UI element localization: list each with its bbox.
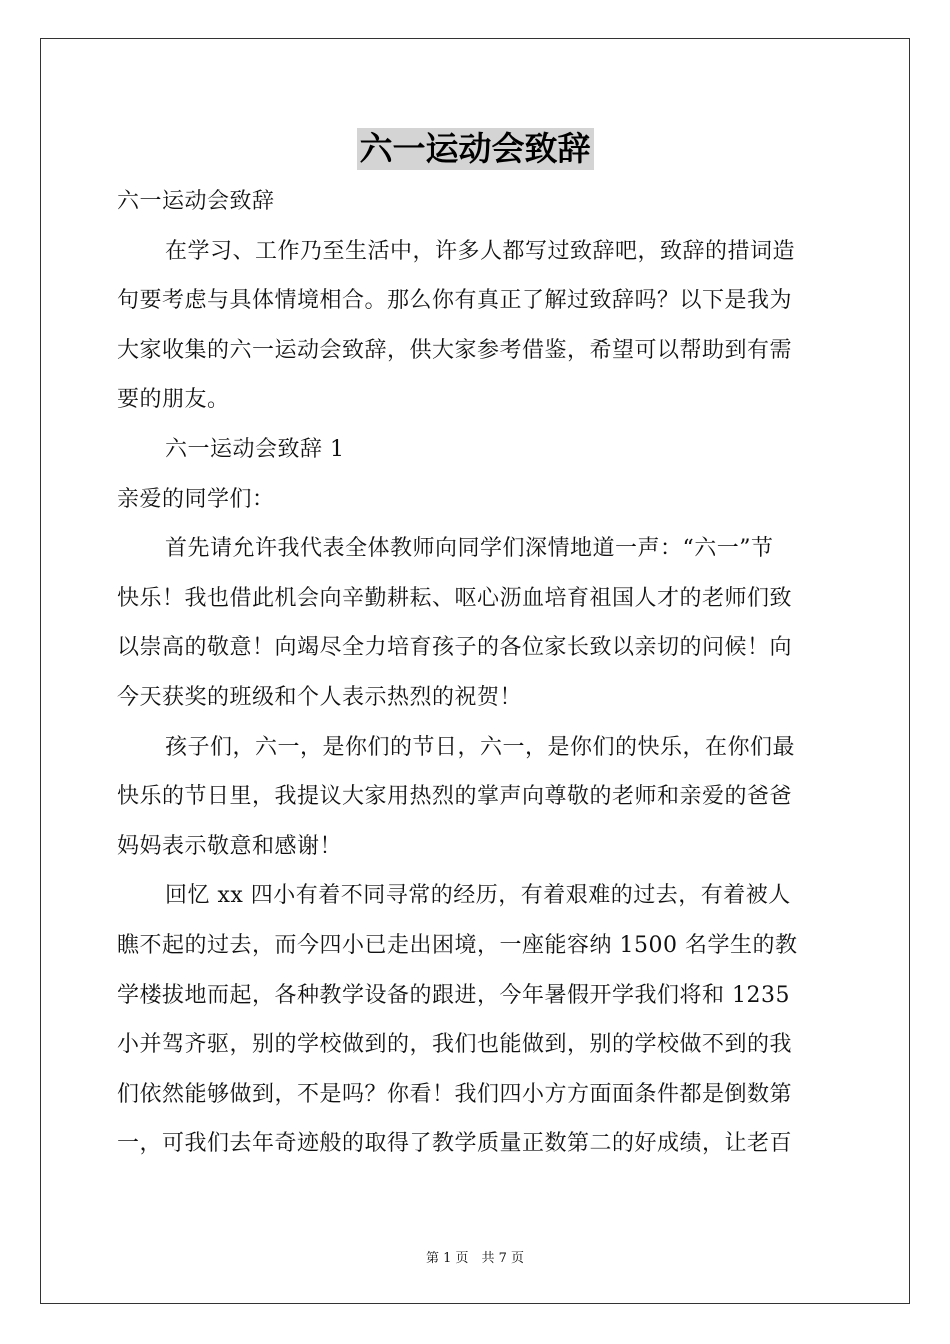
document-body: [117, 177, 833, 1169]
page-footer: 第 1 页 共 7 页: [425, 1251, 525, 1266]
text-line: 六一运动会致辞: [117, 189, 275, 214]
text-line: 大家收集的六一运动会致辞，供大家参考借鉴，希望可以帮助到有需: [117, 337, 793, 363]
text-line: 以崇高的敬意！向竭尽全力培育孩子的各位家长致以亲切的问候！向: [117, 635, 793, 661]
text-line: 小并驾齐驱，别的学校做到的，我们也能做到，别的学校做不到的我: [117, 1032, 793, 1058]
text-line: 首先请允许我代表全体教师向同学们深情地道一声：“六一”节: [165, 536, 774, 562]
text-line: 今天获奖的班级和个人表示热烈的祝贺！: [117, 684, 523, 710]
text-line: 要的朋友。: [117, 387, 230, 413]
text-line: 妈妈表示敬意和感谢！: [117, 833, 343, 859]
title-container: [0, 128, 950, 170]
text-line: 六一运动会致辞 1: [165, 436, 345, 462]
text-line: 句要考虑与具体情境相合。那么你有真正了解过致辞吗？以下是我为: [117, 288, 793, 314]
text-line: 快乐！我也借此机会向辛勤耕耘、呕心沥血培育祖国人才的老师们致: [117, 585, 793, 611]
text-line: 在学习、工作乃至生活中，许多人都写过致辞吧，致辞的措词造: [165, 238, 796, 264]
text-line: 孩子们，六一，是你们的节日，六一，是你们的快乐，在你们最: [165, 734, 796, 760]
text-line: 们依然能够做到，不是吗？你看！我们四小方方面面条件都是倒数第: [117, 1081, 793, 1107]
text-line: 亲爱的同学们：: [117, 486, 275, 512]
text-line: 瞧不起的过去，而今四小已走出困境，一座能容纳 1500 名学生的教: [117, 932, 798, 958]
text-line: 快乐的节日里，我提议大家用热烈的掌声向尊敬的老师和亲爱的爸爸: [117, 784, 793, 810]
text-line: 回忆 xx 四小有着不同寻常的经历，有着艰难的过去，有着被人: [165, 883, 791, 909]
text-line: 学楼拔地而起，各种教学设备的跟进，今年暑假开学我们将和 1235: [117, 982, 790, 1008]
document-title: 六一运动会致辞: [357, 128, 594, 170]
text-line: 一，可我们去年奇迹般的取得了教学质量正数第二的好成绩，让老百: [117, 1131, 793, 1157]
